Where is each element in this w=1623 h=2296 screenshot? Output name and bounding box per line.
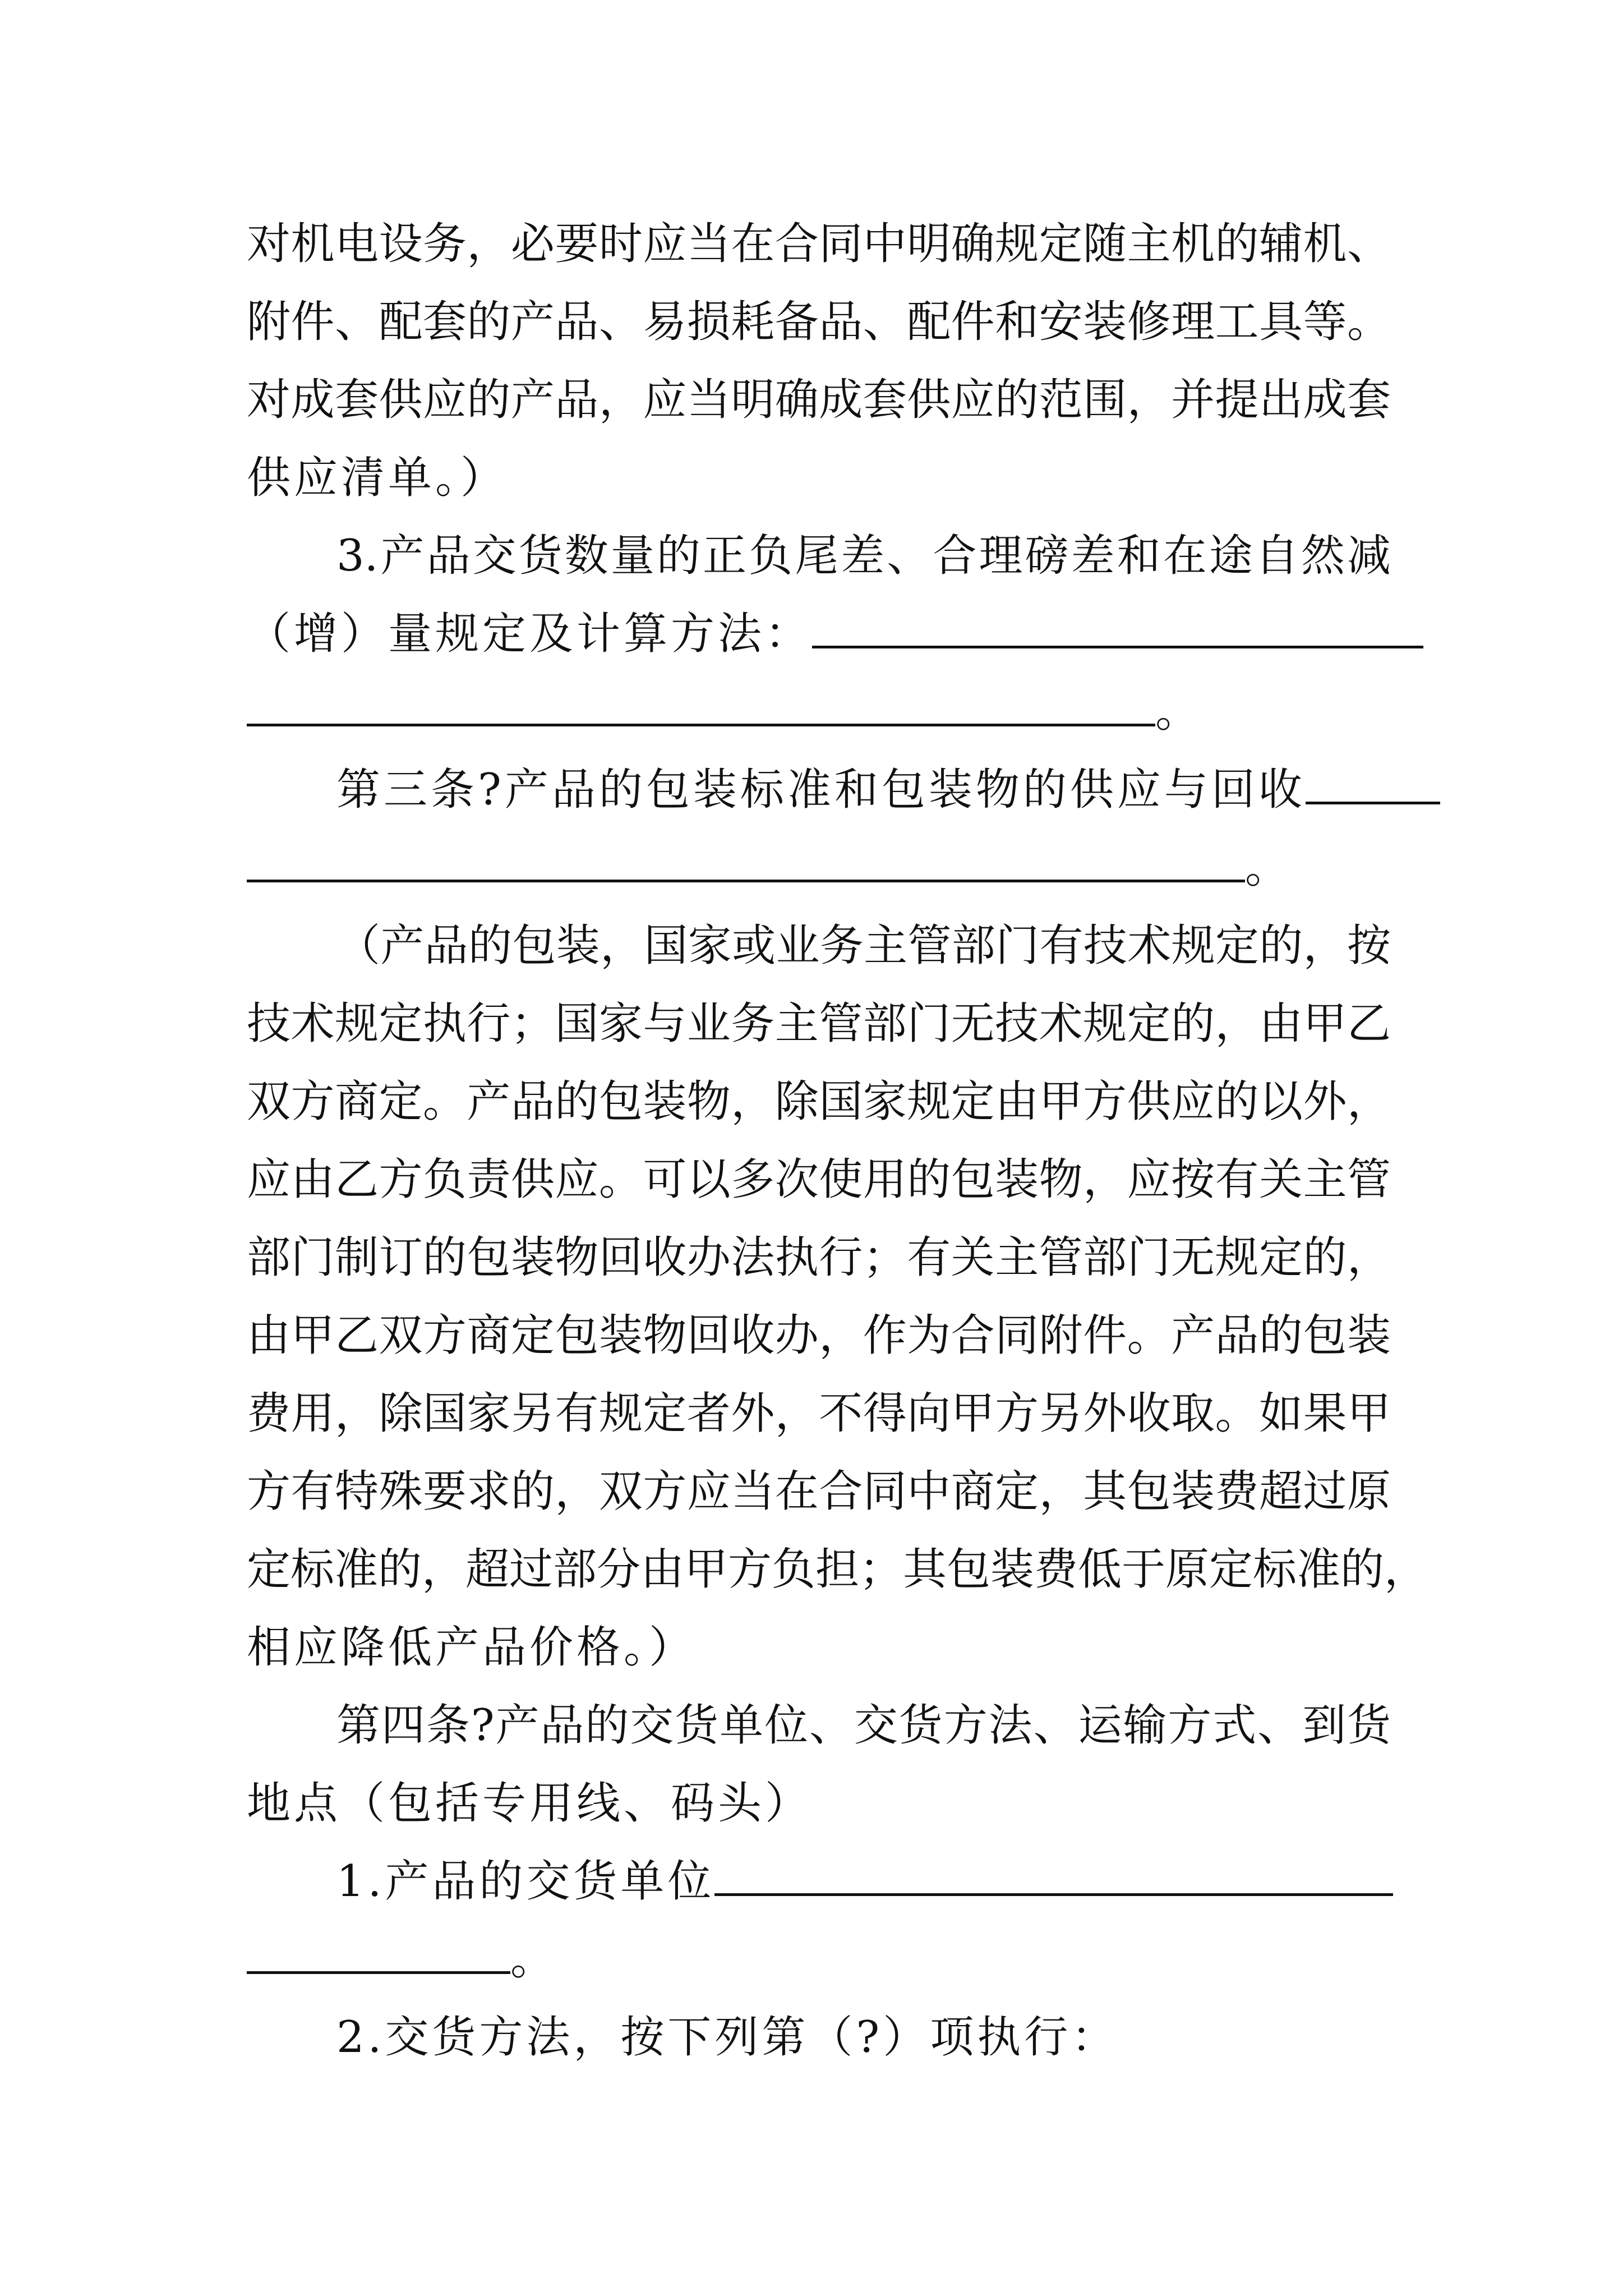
blank-field[interactable]: [812, 602, 1423, 648]
fill-line: [247, 834, 1391, 901]
fill-line: [336, 756, 1391, 823]
text-line: 地点（包括专用线、码头）: [247, 1778, 813, 1829]
text-line: 部门制订的包装物回收办法执行；有关主管部门无规定的，: [247, 1232, 1391, 1283]
fill-line: [247, 678, 1391, 746]
text-line: 双方商定。产品的包装物，除国家规定由甲方供应的以外，: [247, 1076, 1391, 1127]
text-line: 对机电设务，必要时应当在合同中明确规定随主机的辅机、: [247, 219, 1391, 269]
fill-line: [247, 600, 1391, 668]
text-line: 相应降低产品价格。）: [247, 1622, 697, 1673]
text-line: 2.交货方法，按下列第（?）项执行：: [336, 2012, 1119, 2063]
text-segment: 。: [510, 1934, 558, 1985]
text-line: 方有特殊要求的，双方应当在合同中商定，其包装费超过原: [247, 1466, 1391, 1517]
text-segment: （增）量规定及计算方法：: [247, 609, 813, 659]
text-line: 应由乙方负责供应。可以多次使用的包装物，应按有关主管: [247, 1154, 1391, 1205]
blank-field[interactable]: [247, 1927, 510, 1974]
text-line: 供应清单。）: [247, 453, 508, 503]
fill-line: [336, 1848, 1391, 1915]
text-line: 对成套供应的产品，应当明确成套供应的范围，并提出成套: [247, 375, 1391, 425]
blank-field[interactable]: [247, 836, 1245, 882]
blank-field[interactable]: [247, 680, 1155, 726]
text-line: 由甲乙双方商定包装物回收办，作为合同附件。产品的包装: [247, 1310, 1391, 1361]
text-line: （产品的包装，国家或业务主管部门有技术规定的，按: [336, 921, 1391, 971]
text-line: 第四条?产品的交货单位、交货方法、运输方式、到货: [336, 1700, 1391, 1751]
text-line: 费用，除国家另有规定者外，不得向甲方另外收取。如果甲: [247, 1388, 1391, 1439]
text-line: 3.产品交货数量的正负尾差、合理磅差和在途自然减: [336, 531, 1391, 581]
text-line: 技术规定执行；国家与业务主管部门无技术规定的，由甲乙: [247, 999, 1391, 1049]
text-line: 附件、配套的产品、易损耗备品、配件和安装修理工具等。: [247, 297, 1391, 347]
text-line: 定标准的，超过部分由甲方负担；其包装费低于原定标准的，: [247, 1544, 1428, 1595]
text-segment: 1.产品的交货单位: [336, 1856, 715, 1907]
blank-field[interactable]: [714, 1849, 1393, 1896]
text-segment: 第三条?产品的包装标准和包装物的供应与回收: [336, 765, 1306, 815]
text-segment: 。: [1245, 843, 1293, 893]
text-segment: 。: [1155, 687, 1203, 737]
blank-field[interactable]: [1306, 758, 1440, 804]
fill-line: [247, 1926, 1391, 1993]
